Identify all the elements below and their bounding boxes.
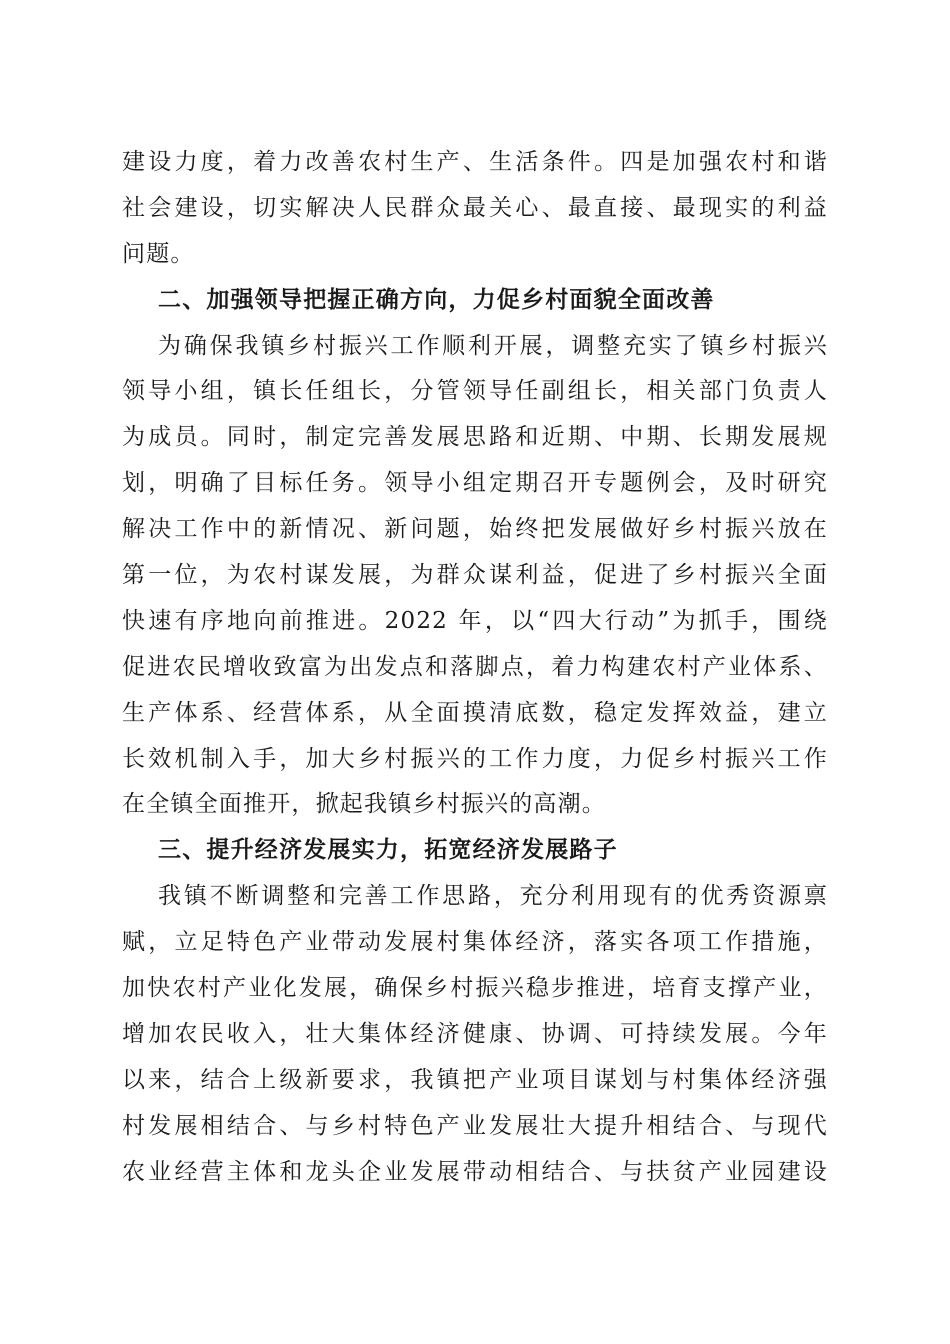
paragraph-line: 我镇不断调整和完善工作思路，充分利用现有的优秀资源禀 (158, 883, 828, 910)
section-heading-3: 三、提升经济发展实力，拓宽经济发展路子 (158, 837, 618, 864)
paragraph-line: 村发展相结合、与乡村特色产业发展壮大提升相结合、与现代 (122, 1112, 828, 1139)
paragraph-line: 问题。 (122, 240, 195, 267)
paragraph-2 (122, 324, 828, 829)
paragraph-line: 社会建设，切实解决人民群众最关心、最直接、最现实的利益 (122, 194, 828, 221)
document-body (122, 140, 828, 1195)
paragraph-line: 为确保我镇乡村振兴工作顺利开展，调整充实了镇乡村振兴 (158, 332, 828, 359)
paragraph-1 (122, 140, 828, 278)
paragraph-line: 赋，立足特色产业带动发展村集体经济，落实各项工作措施， (122, 929, 828, 956)
paragraph-line: 领导小组，镇长任组长，分管领导任副组长，相关部门负责人 (122, 378, 828, 405)
paragraph-3 (122, 874, 828, 1195)
paragraph-line: 快速有序地向前推进。2022 年，以“四大行动”为抓手，围绕 (122, 607, 828, 634)
paragraph-line: 增加农民收入，壮大集体经济健康、协调、可持续发展。今年 (122, 1020, 828, 1047)
paragraph-line: 农业经营主体和龙头企业发展带动相结合、与扶贫产业园建设 (122, 1158, 828, 1185)
paragraph-line: 为成员。同时，制定完善发展思路和近期、中期、长期发展规 (122, 424, 828, 451)
paragraph-line: 以来，结合上级新要求，我镇把产业项目谋划与村集体经济强 (122, 1066, 828, 1093)
paragraph-line: 解决工作中的新情况、新问题，始终把发展做好乡村振兴放在 (122, 516, 828, 543)
paragraph-line: 促进农民增收致富为出发点和落脚点，着力构建农村产业体系、 (122, 653, 828, 680)
paragraph-line: 第一位，为农村谋发展，为群众谋利益，促进了乡村振兴全面 (122, 562, 828, 589)
paragraph-line: 加快农村产业化发展，确保乡村振兴稳步推进，培育支撑产业， (122, 975, 828, 1002)
paragraph-line: 长效机制入手，加大乡村振兴的工作力度，力促乡村振兴工作 (122, 745, 828, 772)
paragraph-line: 生产体系、经营体系，从全面摸清底数，稳定发挥效益，建立 (122, 699, 828, 726)
paragraph-line: 在全镇全面推开，掀起我镇乡村振兴的高潮。 (122, 791, 606, 818)
paragraph-line: 划，明确了目标任务。领导小组定期召开专题例会，及时研究 (122, 470, 828, 497)
paragraph-line: 建设力度，着力改善农村生产、生活条件。四是加强农村和谐 (122, 149, 828, 175)
section-heading-2: 二、加强领导把握正确方向，力促乡村面貌全面改善 (158, 286, 715, 313)
